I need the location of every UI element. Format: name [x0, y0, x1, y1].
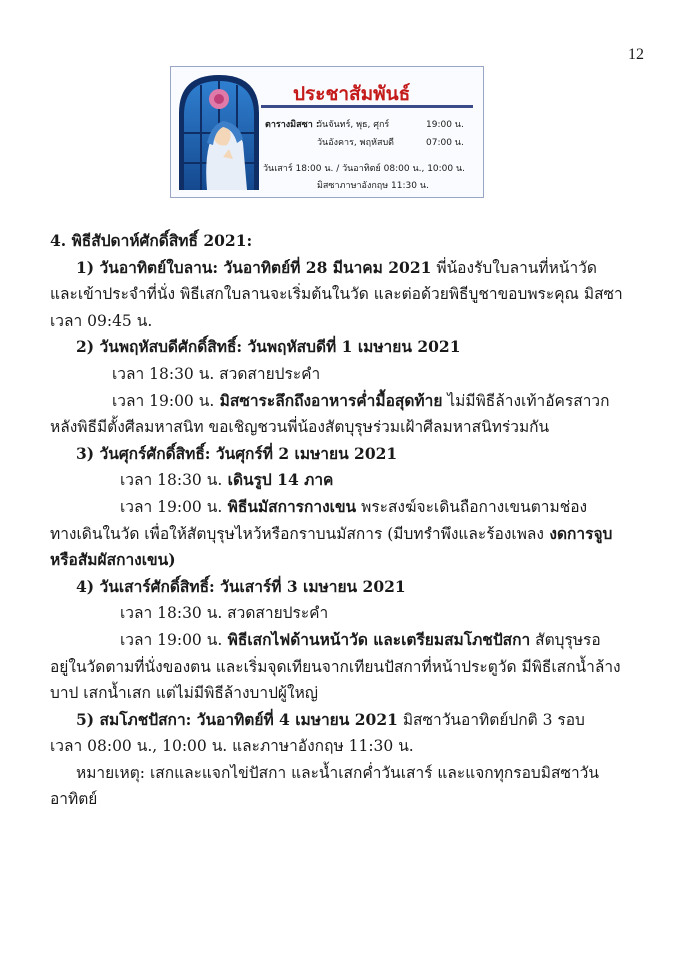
page-number: 12	[628, 46, 644, 63]
announcement-banner	[170, 66, 484, 198]
stained-glass-mary-image	[177, 73, 261, 190]
schedule-weekday2-time: 07:00 น.	[426, 138, 464, 148]
item3-time1: เวลา 18:30 น. เดินรูป 14 ภาค	[120, 470, 334, 490]
schedule-weekday2: วันอังคาร, พฤหัสบดี	[317, 138, 395, 148]
banner-title: ประชาสัมพันธ์	[293, 83, 411, 105]
section-heading: 4. พิธีสัปดาห์ศักดิ์สิทธิ์ 2021:	[50, 231, 253, 250]
item2-time2: เวลา 19:00 น. มิสซาระลึกถึงอาหารค่ำมื้อสุดท้าย ไม่มีพิธีล้างเท้าอัครสาวก	[112, 390, 610, 410]
note-line1: หมายเหตุ: เสกและแจกไข่ปัสกา และน้ำเสกค่ำวันเสาร์ และแจกทุกรอบมิสซาวัน	[76, 763, 599, 782]
item2-label: 2) วันพฤหัสบดีศักดิ์สิทธิ์: วันพฤหัสบดีที่ 1 เมษายน 2021	[76, 337, 461, 357]
item5-line2: เวลา 08:00 น., 10:00 น. และภาษาอังกฤษ 11:30 น.	[50, 737, 414, 756]
item1-line1: 1) วันอาทิตย์ใบลาน: วันอาทิตย์ที่ 28 มีนาคม 2021 พี่น้องรับใบลานที่หน้าวัด	[76, 257, 597, 277]
item5-label: 5) สมโภชปัสกา: วันอาทิตย์ที่ 4 เมษายน 2021	[76, 709, 398, 729]
banner-divider	[261, 105, 473, 108]
item4-time2-line3: บาป เสกน้ำเสก แต่ไม่มีพิธีล้างบาปผู้ใหญ่	[50, 684, 319, 703]
item2-time1: เวลา 18:30 น. สวดสายประคำ	[112, 364, 321, 383]
item1-line2: และเข้าประจำที่นั่ง พิธีเสกใบลานจะเริ่มต้นในวัด และต่อด้วยพิธีบูชาขอบพระคุณ มิสซา	[50, 285, 623, 304]
item4-label: 4) วันเสาร์ศักดิ์สิทธิ์: วันเสาร์ที่ 3 เมษายน 2021	[76, 576, 406, 596]
item2-time2-line2: หลังพิธีมีตั้งศีลมหาสนิท ขอเชิญชวนพี่น้องสัตบุรุษร่วมเฝ้าศีลมหาสนิทร่วมกัน	[50, 418, 550, 437]
schedule-english-mass: มิสซาภาษาอังกฤษ 11:30 น.	[317, 181, 429, 191]
item5-line1: 5) สมโภชปัสกา: วันอาทิตย์ที่ 4 เมษายน 2021 มิสซาวันอาทิตย์ปกติ 3 รอบ	[76, 709, 585, 729]
item4-time2: เวลา 19:00 น. พิธีเสกไฟด้านหน้าวัด และเตรียมสมโภชปัสกา สัตบุรุษรอ	[120, 629, 601, 649]
schedule-label: ตารางมิสซา :	[265, 120, 320, 130]
item4-time1: เวลา 18:30 น. สวดสายประคำ	[120, 604, 329, 623]
item1-label: 1) วันอาทิตย์ใบลาน: วันอาทิตย์ที่ 28 มีนาคม 2021	[76, 257, 432, 277]
item3-time2-line3: หรือสัมผัสกางเขน)	[50, 550, 176, 570]
note-line2: อาทิตย์	[50, 790, 98, 809]
schedule-weekend: วันเสาร์ 18:00 น. / วันอาทิตย์ 08:00 น., 10:00 น.	[263, 164, 466, 174]
item4-time2-line2: อยู่ในวัดตามที่นั่งของตน และเริ่มจุดเทียนจากเทียนปัสกาที่หน้าประตูวัด มีพิธีเสกน้ำล้าง	[50, 657, 621, 676]
holy-week-section	[50, 228, 655, 813]
item3-time2-line2: ทางเดินในวัด เพื่อให้สัตบุรุษไหว้หรือกราบนมัสการ (มีบทรำพึงและร้องเพลง งดการจูบ	[50, 523, 613, 543]
item3-label: 3) วันศุกร์ศักดิ์สิทธิ์: วันศุกร์ที่ 2 เมษายน 2021	[76, 443, 398, 463]
item3-time2: เวลา 19:00 น. พิธีนมัสการกางเขน พระสงฆ์จะเดินถือกางเขนตามช่อง	[120, 496, 588, 516]
item1-line3: เวลา 09:45 น.	[50, 311, 153, 330]
note-label: หมายเหตุ:	[76, 763, 146, 782]
schedule-weekday1-time: 19:00 น.	[426, 120, 464, 130]
schedule-weekday1: วันจันทร์, พุธ, ศุกร์	[317, 120, 390, 130]
